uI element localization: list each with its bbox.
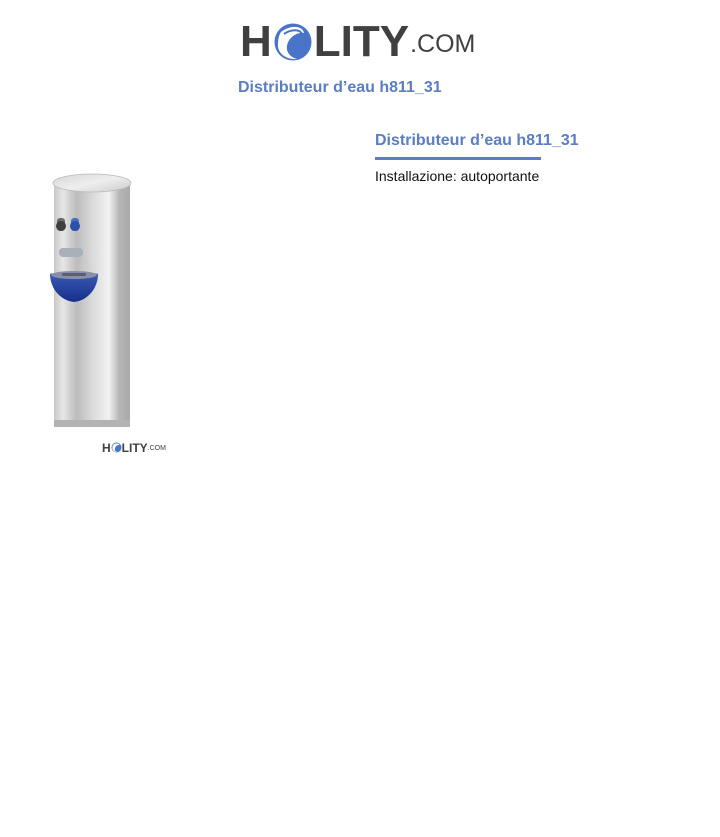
title-underline	[375, 157, 541, 160]
logo-letters-lity: LITY	[313, 17, 410, 66]
logo-o-icon	[273, 18, 313, 66]
image-logo-wordmark	[102, 441, 148, 454]
product-title: Distributeur d’eau h811_31	[375, 132, 579, 149]
logo-letter-h: H	[240, 17, 272, 66]
logo-wordmark	[240, 16, 409, 68]
image-logo-suffix: .COM	[147, 445, 166, 452]
image-holity-logo	[102, 441, 166, 454]
image-logo-letters-lity: LITY	[121, 440, 148, 455]
page-title: Distributeur d’eau h811_31	[238, 79, 442, 96]
image-logo-o-icon	[111, 441, 122, 454]
product-spec-installation: Installazione: autoportante	[375, 168, 540, 184]
water-dispenser-image	[38, 168, 168, 433]
logo-suffix: .COM	[410, 30, 476, 58]
holity-logo	[240, 12, 475, 68]
image-logo-letter-h: H	[102, 440, 111, 455]
